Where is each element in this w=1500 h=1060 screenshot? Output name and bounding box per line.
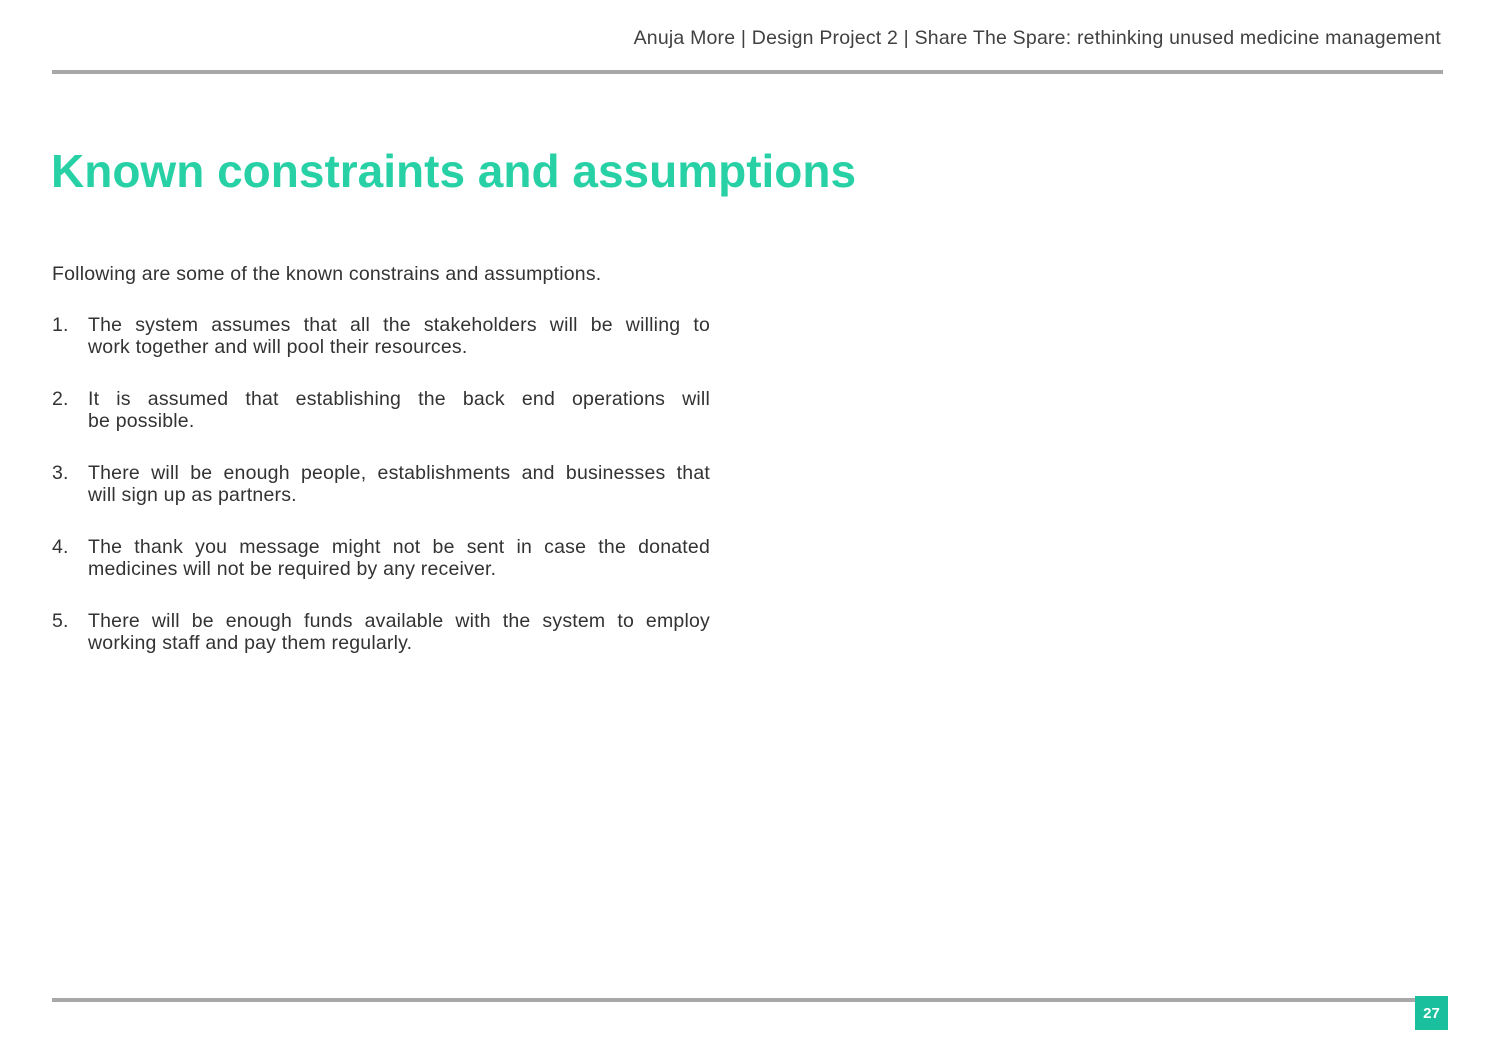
list-item-text: [88, 388, 710, 432]
list-item-text: [88, 536, 710, 580]
top-divider: [52, 70, 1443, 74]
list-item: [52, 314, 752, 358]
page-number: 27: [1423, 1004, 1440, 1022]
list-item: [52, 610, 752, 654]
intro-text: Following are some of the known constrains and assumptions.: [52, 263, 602, 285]
list-item-line: be possible.: [88, 410, 195, 432]
list-item: [52, 388, 752, 432]
list-item-number: 4.: [52, 536, 69, 558]
list-item-line: work together and will pool their resources.: [88, 336, 468, 358]
list-item-number: 5.: [52, 610, 69, 632]
list-item-line: will sign up as partners.: [88, 484, 297, 506]
list-item-line: working staff and pay them regularly.: [88, 632, 413, 654]
page-number-badge: [1415, 996, 1448, 1030]
header-breadcrumb: Anuja More | Design Project 2 | Share The Spare: rethinking unused medicine management: [633, 27, 1441, 49]
list-item-text: [88, 462, 710, 506]
list-item-number: 1.: [52, 314, 69, 336]
list-item: [52, 536, 752, 580]
page-title: Known constraints and assumptions: [51, 145, 857, 197]
body-content: [52, 263, 752, 684]
list-item-text: [88, 610, 710, 654]
list-item-number: 2.: [52, 388, 69, 410]
list-item-line: It is assumed that establishing the back end operations will: [88, 388, 710, 410]
list-item-line: There will be enough funds available with the system to employ: [88, 610, 710, 632]
constraints-list: [52, 314, 752, 654]
bottom-divider: [52, 998, 1415, 1002]
list-item-line: There will be enough people, establishments and businesses that: [88, 462, 710, 484]
list-item-number: 3.: [52, 462, 69, 484]
list-item-text: [88, 314, 710, 358]
list-item-line: The thank you message might not be sent in case the donated: [88, 536, 710, 558]
list-item-line: The system assumes that all the stakeholders will be willing to: [88, 314, 710, 336]
list-item-line: medicines will not be required by any receiver.: [88, 558, 497, 580]
list-item: [52, 462, 752, 506]
